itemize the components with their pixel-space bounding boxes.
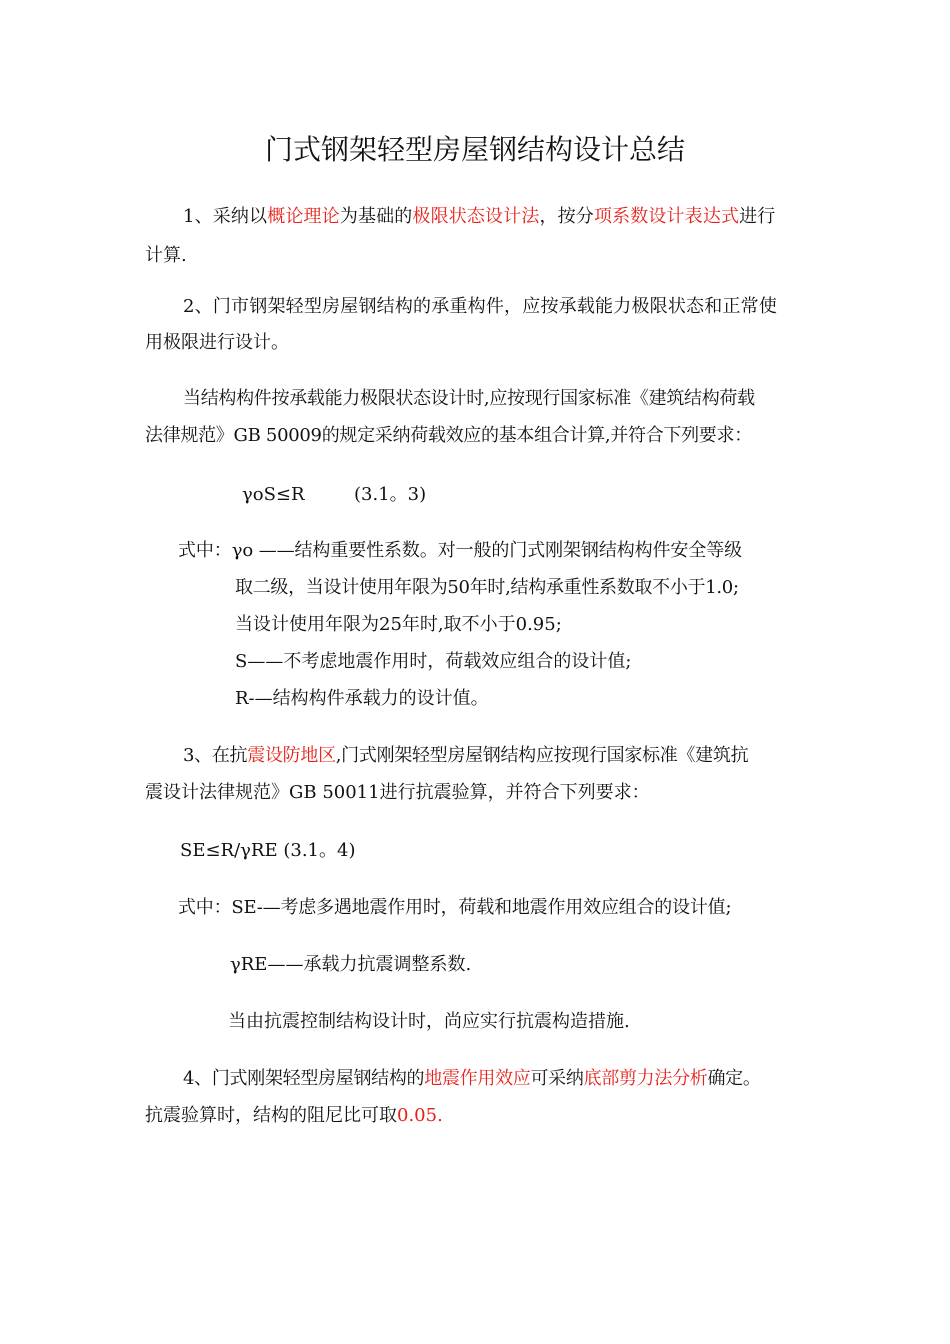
para1-highlight: 项系数设计表达式 [593, 206, 740, 227]
damping-ratio-value: 0.05. [397, 1105, 443, 1126]
where1-line2: 取二级，当设计使用年限为50年时,结构承重性系数取不小于1.0; [235, 577, 739, 598]
para4-line2: 震设计法律规范》GB 50011进行抗震验算，并符合下列要求： [145, 782, 650, 803]
para1-text: 进行 [739, 206, 776, 227]
para4-highlight: 震设防地区 [247, 745, 336, 766]
para1-text: 1、采纳以 [183, 206, 268, 227]
para1-line1 [183, 206, 775, 228]
where2-line3: 当由抗震控制结构设计时，尚应实行抗震构造措施. [228, 1011, 630, 1032]
where2-line1: 式中：SE-—考虑多遇地震作用时，荷载和地震作用效应组合的设计值; [178, 897, 732, 918]
para5-line1 [183, 1068, 761, 1090]
para5-line2 [145, 1105, 443, 1127]
para5-text: 4、门式刚架轻型房屋钢结构的 [183, 1068, 425, 1089]
para1-highlight: 概论理论 [267, 206, 340, 227]
formula-1: γoS≤R [242, 484, 305, 505]
document-title: 门式钢架轻型房屋钢结构设计总结 [264, 133, 685, 166]
para1-text: ，按分 [539, 206, 594, 227]
para4-line1 [183, 745, 748, 767]
para1-text: 为基础的 [339, 206, 413, 227]
para4-text: ,门式刚架轻型房屋钢结构应按现行国家标准《建筑抗 [335, 745, 749, 766]
para2-line1: 2、门市钢架轻型房屋钢结构的承重构件，应按承载能力极限状态和正常使 [183, 296, 778, 317]
para2-line2: 用极限进行设计。 [145, 332, 289, 353]
para5-highlight: 底部剪力法分析 [583, 1068, 708, 1089]
para1-highlight: 极限状态设计法 [412, 206, 540, 227]
para3-line1: 当结构构件按承载能力极限状态设计时,应按现行国家标准《建筑结构荷载 [183, 388, 755, 409]
where1-line1: 式中：γo ——结构重要性系数。对一般的门式刚架钢结构构件安全等级 [178, 540, 743, 561]
where1-line3: 当设计使用年限为25年时,取不小于0.95; [235, 614, 562, 635]
para5-text: 抗震验算时，结构的阻尼比可取 [145, 1105, 397, 1126]
formula-1-number: (3.1。3) [354, 484, 427, 505]
para4-text: 3、在抗 [183, 745, 248, 766]
where1-line4: S——不考虑地震作用时，荷载效应组合的设计值; [235, 651, 632, 672]
para3-line2: 法律规范》GB 50009的规定采纳荷载效应的基本组合计算,并符合下列要求： [145, 425, 752, 446]
para5-text: 可采纳 [530, 1068, 584, 1089]
formula-2: SE≤R/γRE (3.1。4) [180, 840, 356, 861]
para1-line2: 计算. [145, 245, 187, 266]
where2-line2: γRE——承载力抗震调整系数. [230, 954, 472, 975]
para5-text: 确定。 [707, 1068, 761, 1089]
where1-line5: R-—结构构件承载力的设计值。 [235, 688, 489, 709]
para5-highlight: 地震作用效应 [424, 1068, 531, 1089]
